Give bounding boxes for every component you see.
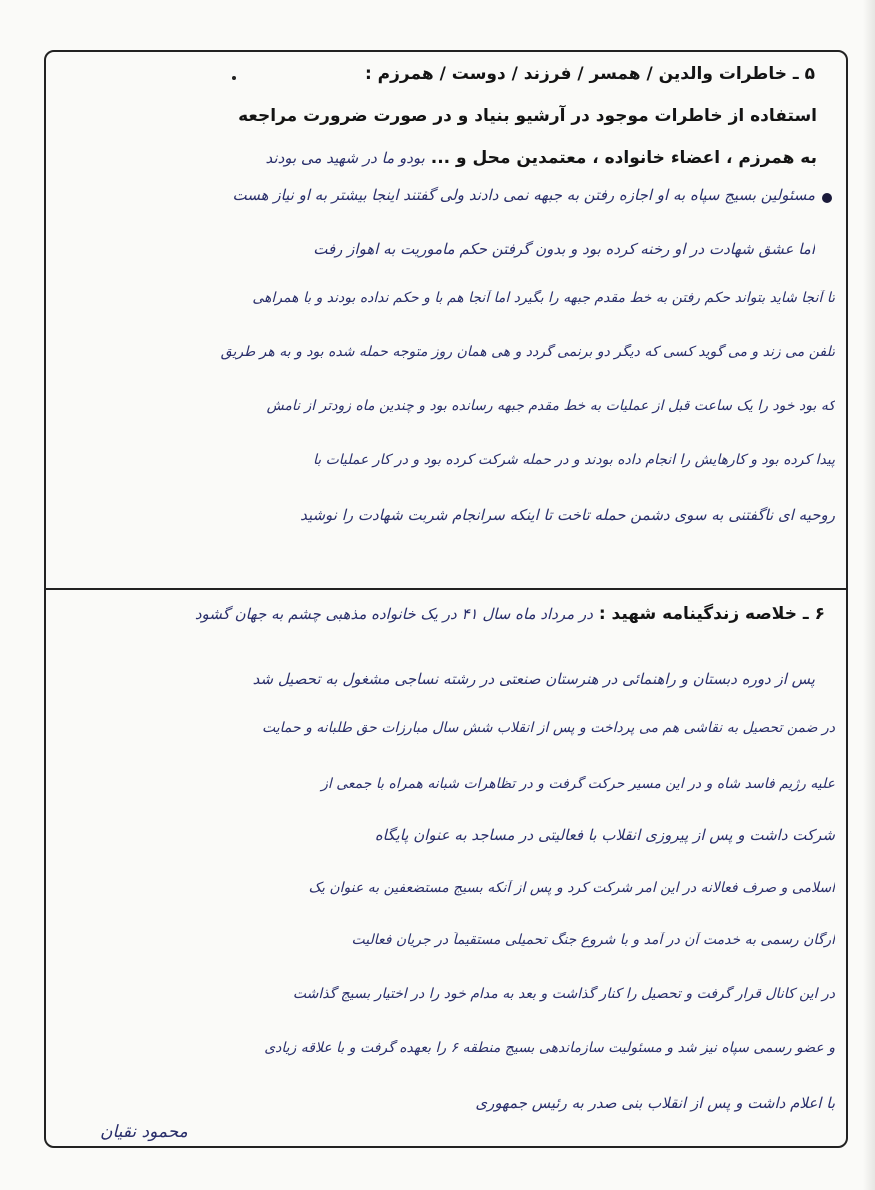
memory-line-6: پیدا کرده بود و کارهایش را انجام داده بودند و در حمله شرکت کرده بود و در کار عملیات با [313,452,835,468]
section6-heading-hand: در مرداد ماه سال ۴۱ در یک خانواده مذهبی چشم به جهان گشود [194,605,593,623]
memory-line-1: مسئولین بسیج سپاه به او اجازه رفتن به جبهه نمی دادند ولی گفتند اینجا بیشتر به او نیاز هست [232,186,815,204]
section5-instruction-line2 [266,148,817,168]
bio-line-7: در این کانال قرار گرفت و تحصیل را کنار گذاشت و بعد به مدام خود را در اختیار بسیج گذاشت [292,986,835,1002]
memory-line-5: که بود خود را یک ساعت قبل از عملیات به خط مقدم جبهه رسانده بود و چندین ماه زودتر از نامش [266,398,835,414]
memory-line-7: روحیه ای ناگفتنی به سوی دشمن حمله تاخت تا اینکه سرانجام شربت شهادت را نوشید [300,506,835,524]
bio-line-9: با اعلام داشت و پس از انقلاب بنی صدر به رئیس جمهوری [475,1094,835,1112]
bio-line-6: ارگان رسمی به خدمت آن در آمد و با شروع جنگ تحمیلی مستقیماً در جریان فعالیت [351,932,835,948]
form-frame [44,50,848,1148]
ink-dot [232,76,236,80]
page-edge-shadow [863,0,875,1190]
memory-bullet [822,193,832,203]
memory-line-4: تلفن می زند و می گوید کسی که دیگر دو برنمی گردد و هی همان روز متوجه حمله شده بود و به هر طریق [220,344,835,360]
signature: محمود نقیان [100,1122,188,1142]
memory-line-3: تا آنجا شاید بتواند حکم رفتن به خط مقدم جبهه را بگیرد اما آنجا هم با و حکم نداده بودند و با همراهی [252,290,835,306]
section5-instruction-line1: استفاده از خاطرات موجود در آرشیو بنیاد و در صورت ضرورت مراجعه [238,106,817,126]
section5-heading: ۵ ـ خاطرات والدین / همسر / فرزند / دوست / همرزم : [364,64,815,84]
section5-instruction-hand: بودو ما در شهید می بودند [265,149,425,167]
section6-heading-row [195,604,825,624]
bio-line-5: اسلامی و صرف فعالانه در این امر شرکت کرد و پس از آنکه بسیج مستضعفین به عنوان یک [308,880,835,896]
bio-line-4: شرکت داشت و پس از پیروزی انقلاب با فعالیتی در مساجد به عنوان پایگاه [374,826,835,844]
bio-line-8: و عضو رسمی سپاه نیز شد و مسئولیت سازماندهی بسیج منطقه ۶ را بعهده گرفت و با علاقه زیادی [264,1040,835,1056]
memory-line-2: اما عشق شهادت در او رخنه کرده بود و بدون گرفتن حکم ماموریت به اهواز رفت [313,240,815,258]
section6-heading: ۶ ـ خلاصه زندگینامه شهید : [598,604,825,624]
bio-line-1: پس از دوره دبستان و راهنمائی در هنرستان صنعتی در رشته نساجی مشغول به تحصیل شد [252,670,815,688]
bio-line-2: در ضمن تحصیل به نقاشی هم می پرداخت و پس از انقلاب شش سال مبارزات حق طلبانه و حمایت [261,720,835,736]
section-divider [44,588,848,590]
section5-instruction-line2-text: به همرزم ، اعضاء خانواده ، معتمدین محل و ... [430,148,817,168]
bio-line-3: علیه رژیم فاسد شاه و در این مسیر حرکت گرفت و در تظاهرات شبانه همراه با جمعی از [321,776,835,792]
